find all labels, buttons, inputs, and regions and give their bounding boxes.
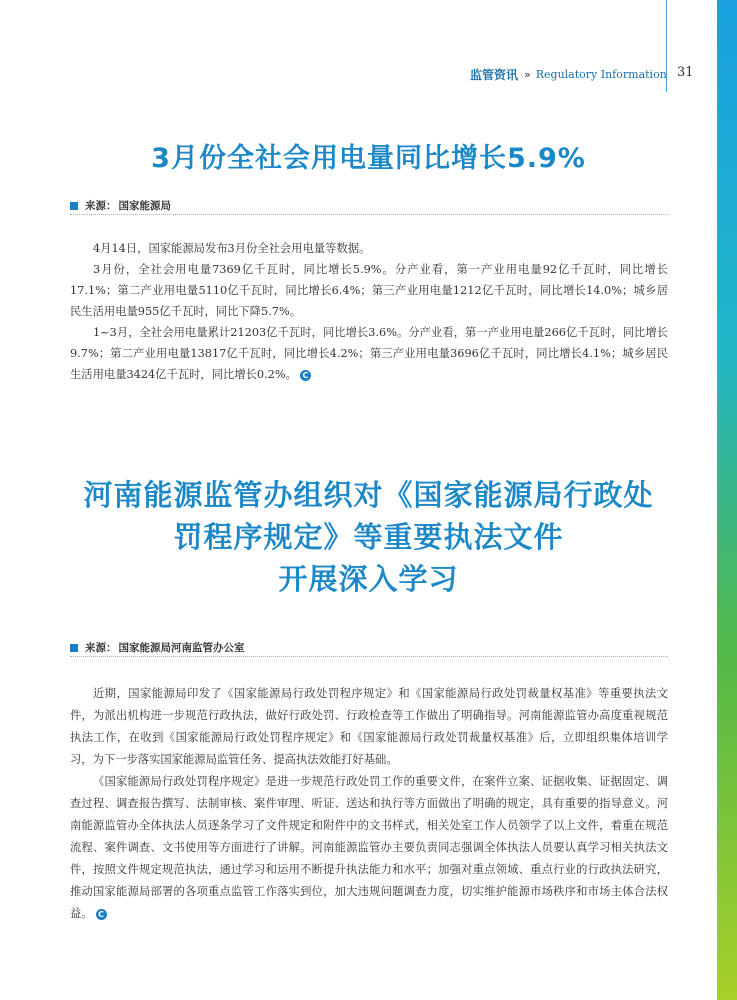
paragraph: 3月份，全社会用电量7369亿千瓦时，同比增长5.9%。分产业看，第一产业用电量92亿千瓦时，同比增长17.1%；第二产业用电量5110亿千瓦时，同比增长6.4%；第三产业用电量1212亿千瓦时，同比增长14.0%；城乡居民生活用电量955亿千瓦时，同比下降5.7%。	[70, 263, 668, 318]
dotted-divider	[70, 214, 668, 215]
title-line: 开展深入学习	[278, 562, 459, 596]
source-label: 来源：	[85, 642, 117, 654]
article1-source	[70, 198, 171, 213]
paragraph: 4月14日，国家能源局发布3月份全社会用电量等数据。	[93, 242, 371, 255]
article1-title: 3月份全社会用电量同比增长5.9%	[151, 143, 586, 174]
decorative-side-bar	[717, 0, 737, 1000]
end-mark-icon: C	[300, 370, 311, 381]
paragraph-text: 1~3月，全社会用电量累计21203亿千瓦时，同比增长3.6%。分产业看，第一产业用电量266亿千瓦时，同比增长9.7%；第二产业用电量13817亿千瓦时，同比增长4.2%；第三产业用电量3696亿千瓦时，同比增长4.1%；城乡居民生活用电量3424亿千瓦时，同比增长0.2%。	[70, 326, 668, 381]
title-line: 罚程序规定》等重要执法文件	[173, 520, 564, 554]
end-mark-icon: C	[96, 909, 107, 920]
article2-title	[40, 474, 697, 600]
title-line: 河南能源监管办组织对《国家能源局行政处	[83, 478, 654, 512]
dotted-divider	[70, 656, 668, 657]
article2-body	[70, 683, 668, 925]
article1-body	[70, 238, 668, 385]
source-name: 国家能源局	[118, 200, 171, 212]
paragraph-text: 《国家能源局行政处罚程序规定》是进一步规范行政处罚工作的重要文件，在案件立案、证据收集、证据固定、调查过程、调查报告撰写、法制审核、案件审理、听证、送达和执行等方面做出了明确的规定，具有重要的指导意义。河南能源监管办全体执法人员逐条学习了文件规定和附件中的文书样式，相关处室工作人员领学了以上文件，着重在规范流程、案件调查、文书使用等方面进行了讲解。河南能源监管办主要负责同志强调全体执法人员要认真学习相关执法文件，按照文件规定规范执法，通过学习和运用不断提升执法能力和水平；加强对重点领域、重点行业的行政执法研究，推动国家能源局部署的各项重点监管工作落实到位，加大违规问题调查力度，切实维护能源市场秩序和市场主体合法权益。	[70, 775, 668, 920]
square-bullet-icon	[70, 202, 78, 210]
paragraph	[70, 322, 668, 385]
paragraph: 近期，国家能源局印发了《国家能源局行政处罚程序规定》和《国家能源局行政处罚裁量权基准》等重要执法文件，为派出机构进一步规范行政执法，做好行政处罚、行政检查等工作做出了明确指导。河南能源监管办高度重视规范执法工作，在收到《国家能源局行政处罚程序规定》和《国家能源局行政处罚裁量权基准》后，立即组织集体培训学习，为下一步落实国家能源局监管任务、提高执法效能打好基础。	[70, 687, 668, 766]
source-label: 来源：	[85, 200, 117, 212]
chevron-right-icon: »	[524, 67, 531, 81]
page-number: 31	[677, 65, 694, 80]
square-bullet-icon	[70, 644, 78, 652]
section-title-en: Regulatory Information	[535, 67, 667, 81]
section-title-cn: 监管资讯	[470, 67, 519, 82]
running-header	[470, 66, 667, 82]
article2-source	[70, 640, 245, 655]
paragraph	[70, 771, 668, 925]
source-name: 国家能源局河南监管办公室	[118, 642, 245, 654]
